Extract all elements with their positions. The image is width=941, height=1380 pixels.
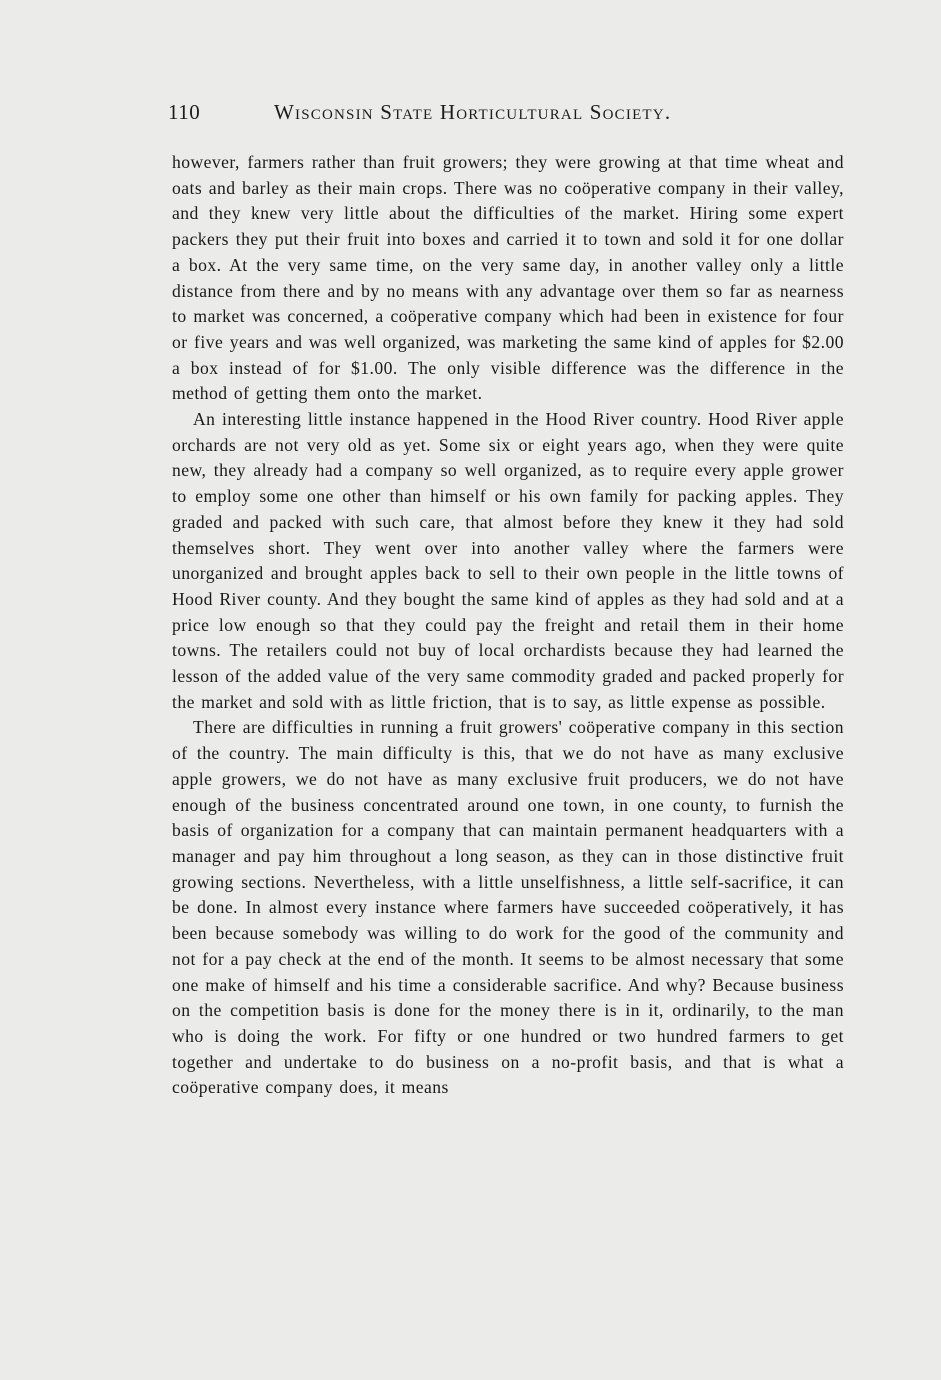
running-title: Wisconsin State Horticultural Society. [274, 100, 672, 124]
paragraph-3: There are difficulties in running a fruit growers' coöperative company in this section of the country. The main difficulty is this, that we do not have as many exclusive apple growers, we do not have as many exclusive fruit producers, we do not have enough of the business concentrated around one town, in one county, to furnish the basis of organization for a company that can maintain permanent headquarters with a manager and pay him throughout a long season, as they can in those distinctive fruit growing sections. Nevertheless, with a little unselfishness, a little self-sacrifice, it can be done. In almost every instance where farmers have succeeded coöperatively, it has been because somebody was willing to do work for the good of the community and not for a pay check at the end of the month. It seems to be almost necessary that some one make of himself and his time a considerable sacrifice. And why? Because business on the competition basis is done for the money there is in it, ordinarily, to the man who is doing the work. For fifty or one hundred or two hundred farmers to get together and undertake to do business on a no-profit basis, and that is what a coöperative company does, it means [172, 717, 844, 1098]
page-header [168, 100, 858, 130]
paragraph-2: An interesting little instance happened in the Hood River country. Hood River apple orchards are not very old as yet. Some six or eight years ago, when they were quite new, they already had a company so well organized, as to require every apple grower to employ some one other than himself or his own family for packing apples. They graded and packed with such care, that almost before they knew it they had sold themselves short. They went over into another valley where the farmers were unorganized and brought apples back to sell to their own people in the little towns of Hood River county. And they bought the same kind of apples as they had sold and at a price low enough so that they could pay the freight and retail them in their home towns. The retailers could not buy of local orchardists because they had learned the lesson of the added value of the very same commodity graded and packed properly for the market and sold with as little friction, that is to say, as little expense as possible. [172, 409, 844, 712]
page-number: 110 [168, 100, 201, 124]
body-text [172, 150, 844, 1101]
paragraph-1: however, farmers rather than fruit growers; they were growing at that time wheat and oats and barley as their main crops. There was no coöperative company in their valley, and they knew very little about the difficulties of the market. Hiring some expert packers they put their fruit into boxes and carried it to town and sold it for one dollar a box. At the very same time, on the very same day, in another valley only a little distance from there and by no means with any advantage over them so far as nearness to market was concerned, a coöperative company which had been in existence for four or five years and was well organized, was marketing the same kind of apples for $2.00 a box instead of for $1.00. The only visible difference was the difference in the method of getting them onto the market. [172, 152, 844, 404]
